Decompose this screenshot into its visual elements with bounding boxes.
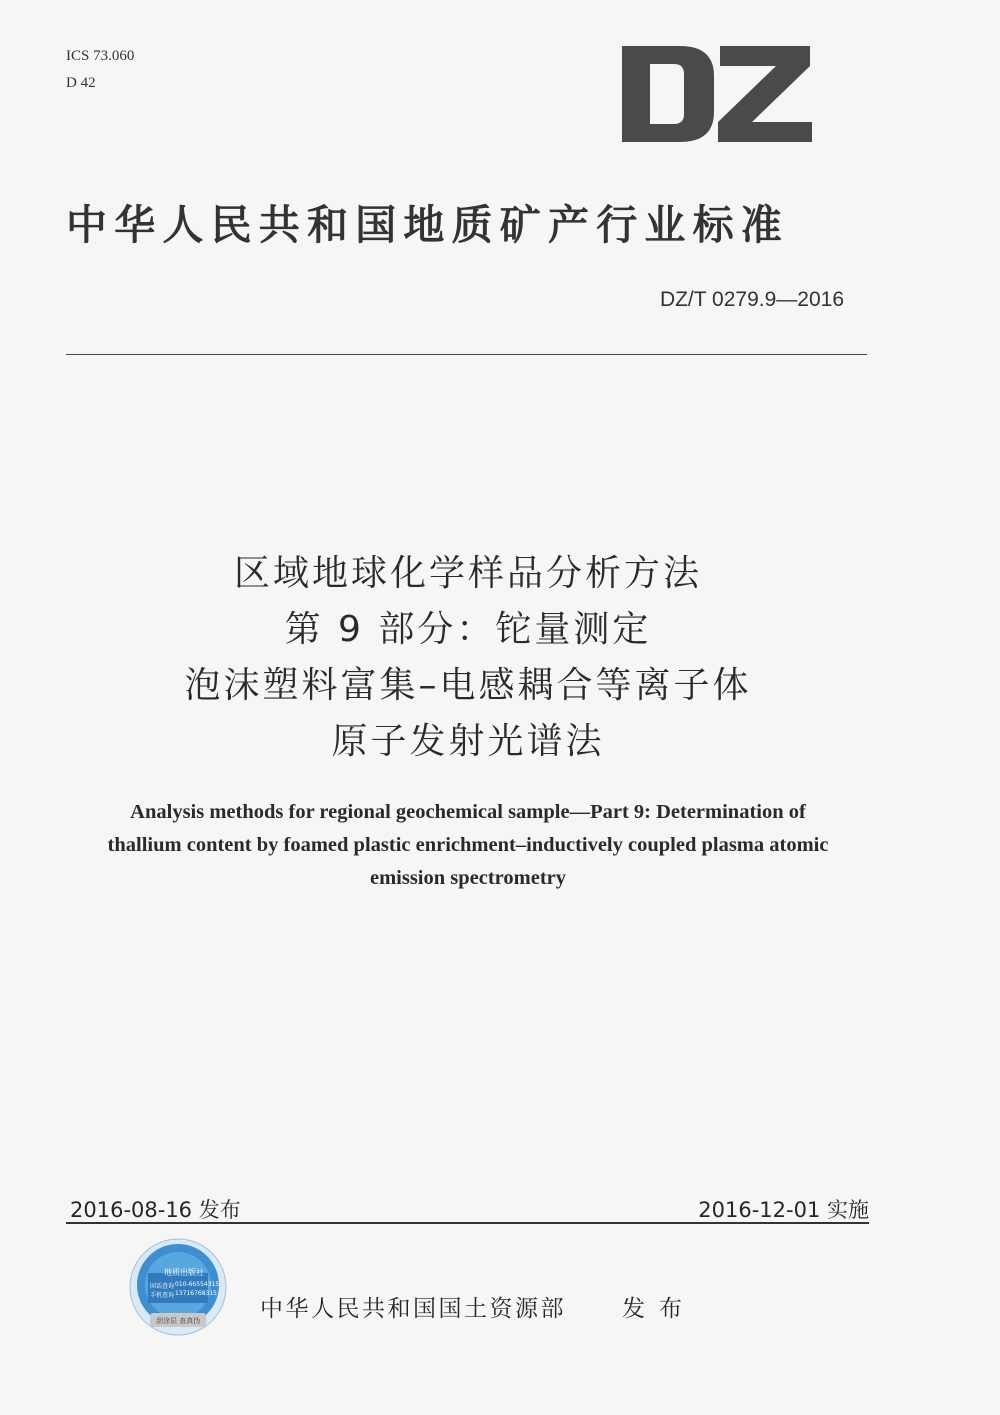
chinese-title-line-4: 原子发射光谱法 xyxy=(331,721,605,762)
seal-phone: 010-66554315 xyxy=(175,1281,220,1288)
publisher-name: 中华人民共和国国土资源部 xyxy=(260,1296,566,1322)
dz-logo-graphic xyxy=(622,46,812,142)
seal-caption: 刮涂层 查真伪 xyxy=(156,1317,201,1325)
anti-counterfeit-seal xyxy=(128,1237,228,1337)
dz-logo xyxy=(622,46,812,142)
issue-date: 2016-08-16 发布 xyxy=(70,1198,241,1222)
bottom-divider xyxy=(66,1222,869,1224)
standard-category-title: 中华人民共和国地质矿产行业标准 xyxy=(66,201,789,249)
english-title xyxy=(80,796,856,895)
chinese-title xyxy=(0,546,936,770)
seal-mobile-label: 手机查询 xyxy=(150,1292,175,1299)
english-title-line-2: thallium content by foamed plastic enrichment–inductively coupled plasma atomic xyxy=(107,834,829,856)
seal-phone-label: 固话查询 xyxy=(150,1283,175,1290)
chinese-title-line-1: 区域地球化学样品分析方法 xyxy=(233,553,702,594)
english-title-line-1: Analysis methods for regional geochemical sample—Part 9: Determination of xyxy=(130,801,806,823)
publish-verb: 发布 xyxy=(622,1296,696,1322)
seal-publisher: 地质出版社 xyxy=(164,1268,204,1277)
ccs-code: D 42 xyxy=(66,75,96,91)
standard-number: DZ/T 0279.9—2016 xyxy=(659,288,844,311)
implementation-date: 2016-12-01 实施 xyxy=(698,1198,869,1222)
chinese-title-line-3: 泡沫塑料富集–电感耦合等离子体 xyxy=(184,665,752,706)
seal-mobile: 13716768315 xyxy=(175,1290,217,1297)
ics-code: ICS 73.060 xyxy=(66,48,135,64)
chinese-title-line-2: 第 9 部分：铊量测定 xyxy=(284,609,652,650)
top-divider xyxy=(66,354,867,355)
english-title-line-3: emission spectrometry xyxy=(369,867,567,889)
